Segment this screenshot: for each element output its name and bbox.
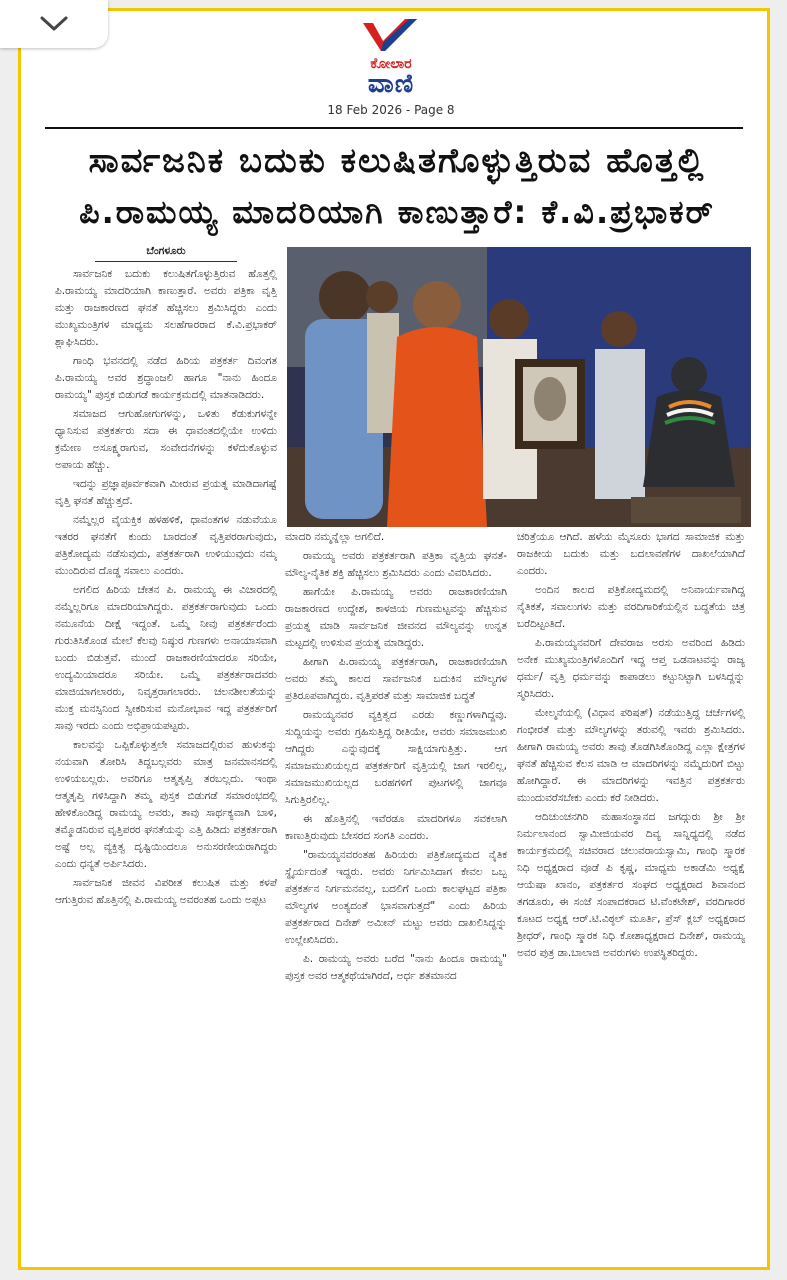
date-page: 18 Feb 2026 - Page 8 — [327, 103, 455, 117]
logo-bottom-text: ವಾಣಿ — [367, 69, 415, 99]
paragraph: ಆದಿಚುಂಚನಗಿರಿ ಮಹಾಸಂಸ್ಥಾನದ ಜಗದ್ಗುರು ಶ್ರೀ ಶ್ರೀ ನಿರ್ಮಲಾನಂದ ಸ್ವಾಮೀಜಿಯವರ ದಿವ್ಯ ಸಾನ್ನಿಧ್ಯದಲ್ಲಿ ನಡೆದ ಕಾರ್ಯಕ್ರಮದಲ್ಲಿ ಸಚಿವರಾದ ಚಲುವರಾಯಸ್ವಾಮಿ, ಗಾಂಧಿ ಸ್ಮಾರಕ ನಿಧಿ ಅಧ್ಯಕ್ಷರಾದ ವೂಡೆ ಪಿ ಕೃಷ್ಣ, ಮಾಧ್ಯಮ ಅಕಾಡೆಮಿ ಅಧ್ಯಕ್ಷೆ ಆಯೆಷಾ ಖಾನಂ, ಪತ್ರಕರ್ತರ ಸಂಘದ ಅಧ್ಯಕ್ಷರಾದ ಶಿವಾನಂದ ತಗಡೂರು, ಈ ಸಂಜೆ ಸಂಪಾದಕರಾದ ಟಿ.ವೆಂಕಟೇಶ್, ವರದಿಗಾರರ ಕೂಟದ ಅಧ್ಯಕ್ಷ ಆರ್.ಟಿ.ವಿಠ್ಠಲ್ ಮೂರ್ತಿ, ಪ್ರೆಸ್ ಕ್ಲಬ್ ಅಧ್ಯಕ್ಷರಾದ ಶ್ರೀಧರ್, ಗಾಂಧಿ ಸ್ಮಾರಕ ನಿಧಿ ಕೋಶಾಧ್ಯಕ್ಷರಾದ ದಿನೇಶ್, ರಾಮಯ್ಯ ಅವರ ಪುತ್ರ ಡಾ.ಬಾಲಾಜಿ ಅವರುಗಳು ಉಪಸ್ಥಿತರಿದ್ದರು. — [517, 811, 745, 959]
photo-illustration — [287, 247, 751, 527]
article-column-1 — [55, 243, 277, 1263]
event-photo — [287, 247, 751, 527]
logo-top-text: ಕೋಲಾರ — [370, 56, 412, 72]
paragraph: ಅಗಲಿದ ಹಿರಿಯ ಚೇತನ ಪಿ. ರಾಮಯ್ಯ ಈ ವಿಚಾರದಲ್ಲಿ ನಮ್ಮೆಲ್ಲರಿಗೂ ಮಾದರಿಯಾಗಿದ್ದರು. ಪತ್ರಕರ್ತರಾಗುವುದು ಒಂದು ನಮೂನೆಯ ದೀಕ್ಷೆ ಇದ್ದಂತೆ. ಒಮ್ಮೆ ನೀವು ಪತ್ರಕರ್ತರೆಂದು ಗುರುತಿಸಿಕೊಂಡ ಮೇಲೆ ಕೆಲವು ನಿಷ್ಠುರ ಗುಣಗಳು ಅನಾಯಾಸವಾಗಿ ಬಂದು ಬಿಡುತ್ತವೆ. ಮುಂದೆ ರಾಜಕಾರಣಿಯಾದರೂ ಸರಿಯೇ, ಉದ್ಯಮಿಯಾದರೂ ಸರಿಯೇ. ಒಮ್ಮೆ ಪತ್ರಕರ್ತರಾದವರು ಮಾಜಿಯಾಗಲಾರರು, ನಿವೃತ್ತರಾಗಲಾರರು. ಚಲನಶೀಲತೆಯನ್ನು ಮುಕ್ತ ಮನಸ್ಸಿನಿಂದ ಸ್ವೀಕರಿಸುವ ಮನೋಭಾವ ಇದ್ದ ಪತ್ರಕರ್ತರಿಗೆ ಸಾವು ಇರದು ಎಂದು ಅಭಿಪ್ರಾಯಪಟ್ಟರು. — [55, 584, 277, 732]
article-column-2 — [285, 529, 507, 1263]
paragraph: ಗಾಂಧಿ ಭವನದಲ್ಲಿ ನಡೆದ ಹಿರಿಯ ಪತ್ರಕರ್ತ ದಿವಂಗತ ಪಿ.ರಾಮಯ್ಯ ಅವರ ಶ್ರದ್ಧಾಂಜಲಿ ಹಾಗೂ "ನಾನು ಹಿಂದೂ ರಾಮಯ್ಯ" ಪುಸ್ತಕ ಬಿಡುಗಡೆ ಕಾರ್ಯಕ್ರಮದಲ್ಲಿ ಮಾತನಾಡಿದರು. — [55, 355, 277, 401]
paragraph: ಚರಿತ್ರೆಯೂ ಆಗಿದೆ. ಹಳೆಯ ಮೈಸೂರು ಭಾಗದ ಸಾಮಾಜಿಕ ಮತ್ತು ರಾಜಕೀಯ ಬದುಕು ಮತ್ತು ಬದಲಾವಣೆಗಳ ದಾಖಲೆಯಾಗಿದೆ ಎಂದರು. — [517, 531, 745, 577]
paragraph: ನಮ್ಮೆಲ್ಲರ ವೈಯಕ್ತಿಕ ಹಳಹಳಿಕೆ, ಧಾವಂತಗಳ ನಡುವೆಯೂ ಇತರರ ಘನತೆಗೆ ಕುಂದು ಬಾರದಂತೆ ವೃತ್ತಿಪರರಾಗುವುದು, ಪತ್ರಿಕೋದ್ಯಮ ನಡೆಸುವುದು, ಪತ್ರಕರ್ತರಾಗಿ ಉಳಿಯುವುದು ನಮ್ಮ ಮುಂದಿರುವ ದೊಡ್ಡ ಸವಾಲು ಎಂದರು. — [55, 514, 277, 577]
paragraph: ಮಾದರಿ ನಮ್ಮನ್ನೆಲ್ಲಾ ಅಗಲಿದೆ. — [285, 531, 385, 543]
checkmark-logo-icon — [359, 17, 423, 53]
newspaper-page — [18, 8, 770, 1270]
place-dateline: ಬೆಂಗಳೂರು — [95, 243, 237, 262]
paragraph: ಪಿ.ರಾಮಯ್ಯನವರಿಗೆ ದೇವರಾಜ ಅರಸು ಅವರಿಂದ ಹಿಡಿದು ಅನೇಕ ಮುಖ್ಯಮಂತ್ರಿಗಳೊಂದಿಗೆ ಇದ್ದ ಆಪ್ತ ಒಡನಾಟವನ್ನು ರಾಜ್ಯ ಧರ್ಮ/ ವೃತ್ತಿ ಧರ್ಮವನ್ನು ಕಾಪಾಡಲು ಕಟ್ಟುನಿಟ್ಟಾಗಿ ಬಳಸಿದ್ದನ್ನು ಸ್ಮರಿಸಿದರು. — [517, 637, 745, 700]
paragraph: ಮೇಲ್ಮನೆಯಲ್ಲಿ (ವಿಧಾನ ಪರಿಷತ್) ನಡೆಯುತ್ತಿದ್ದ ಚರ್ಚೆಗಳಲ್ಲಿ ಗಂಭೀರತೆ ಮತ್ತು ಮೌಲ್ಯಗಳನ್ನು ತರುವಲ್ಲಿ ಇವರು ಶ್ರಮಿಸಿದರು. ಹೀಗಾಗಿ ರಾಮಯ್ಯ ಅವರು ತಾವು ತೊಡಗಿಸಿಕೊಂಡಿದ್ದ ಎಲ್ಲಾ ಕ್ಷೇತ್ರಗಳ ಘನತೆ ಹೆಚ್ಚಿಸುವ ಕೆಲಸ ಮಾಡಿ ಆ ಮಾದರಿಗಳನ್ನು ನಮ್ಮೆದುರಿಗೆ ಬಿಟ್ಟು ಹೋಗಿದ್ದಾರೆ. ಈ ಮಾದರಿಗಳನ್ನು ಇವತ್ತಿನ ಪತ್ರಕರ್ತರು ಮುಂದುವರೆಸಬೇಕು ಎಂದು ಕರೆ ನೀಡಿದರು. — [517, 707, 745, 804]
paragraph: ಹಾಗೆಯೇ ಪಿ.ರಾಮಯ್ಯ ಅವರು ರಾಜಕಾರಣಿಯಾಗಿ ರಾಜಕಾರಣದ ಉದ್ದೇಶ, ಕಾಳಜಿಯ ಗುಣಮಟ್ಟವನ್ನು ಹೆಚ್ಚಿಸುವ ಪ್ರಯತ್ನ ಮಾಡಿ ಸಾರ್ವಜನಿಕ ಜೀವನದ ಮೌಲ್ಯವನ್ನು ಉನ್ನತ ಮಟ್ಟದಲ್ಲಿ ಉಳಿಸುವ ಪ್ರಯತ್ನ ಮಾಡಿದ್ದರು. — [285, 586, 507, 649]
collapse-button[interactable] — [0, 0, 108, 48]
paragraph: ರಾಮಯ್ಯ ಅವರು ಪತ್ರಕರ್ತರಾಗಿ ಪತ್ರಿಕಾ ವೃತ್ತಿಯ ಘನತೆ-ಮೌಲ್ಯ-ನೈತಿಕ ಶಕ್ತಿ ಹೆಚ್ಚಿಸಲು ಶ್ರಮಿಸಿದರು ಎಂದು ವಿವರಿಸಿದರು. — [285, 550, 507, 579]
paragraph: ಅಂದಿನ ಕಾಲದ ಪತ್ರಿಕೋದ್ಯಮದಲ್ಲಿ ಅನಿವಾರ್ಯವಾಗಿದ್ದ ನೈತಿಕತೆ, ಸವಾಲುಗಳು ಮತ್ತು ವರದಿಗಾರಿಕೆಯಲ್ಲಿನ ಬದ್ಧತೆಯ ಚಿತ್ರ ಬರೆದಿಟ್ಟಂತಿದೆ. — [517, 584, 745, 630]
paragraph: ರಾಮಯ್ಯನವರ ವ್ಯಕ್ತಿತ್ವದ ಎರಡು ಕಣ್ಣುಗಳಾಗಿದ್ದವು. ಸುದ್ದಿಯನ್ನು ಅವರು ಗ್ರಹಿಸುತ್ತಿದ್ದ ರೀತಿಯೇ, ಅವರು ಸಮಾಜಮುಖಿ ಆಗಿದ್ದರು ಎನ್ನುವುದಕ್ಕೆ ಸಾಕ್ಷಿಯಾಗುತ್ತಿತ್ತು. ಆಗ ಸಮಾಜಮುಖಿಯಲ್ಲದ ಪತ್ರಕರ್ತರಿಗೆ ವೃತ್ತಿಯಲ್ಲಿ ಜಾಗ ಇರಲಿಲ್ಲ, ಸಮಾಜಮುಖಿಯಲ್ಲದ ಬರಹಗಳಿಗೆ ಪುಟಗಳಲ್ಲಿ ಜಾಗವೂ ಸಿಗುತ್ತಿರಲಿಲ್ಲ. — [285, 709, 507, 806]
paragraph: ಇದನ್ನು ಪ್ರಜ್ಞಾಪೂರ್ವಕವಾಗಿ ಮೀರುವ ಪ್ರಯತ್ನ ಮಾಡಿದಾಗಷ್ಟೆ ವೃತ್ತಿ ಘನತೆ ಹೆಚ್ಚುತ್ತದೆ. — [55, 478, 277, 507]
article-column-3 — [517, 529, 745, 1263]
paragraph: ಈ ಹೊತ್ತಿನಲ್ಲಿ ಇವೆರಡೂ ಮಾದರಿಗಳೂ ಸವಕಲಾಗಿ ಕಾಣುತ್ತಿರುವುದು ಬೇಸರದ ಸಂಗತಿ ಎಂದರು. — [285, 813, 507, 842]
masthead — [21, 15, 767, 125]
paragraph: ಸಮಾಜದ ಆಗುಹೋಗುಗಳನ್ನು, ಒಳಿತು ಕೆಡುಕುಗಳನ್ನೇ ಧ್ಯಾನಿಸುವ ಪತ್ರಕರ್ತರು ಸದಾ ಈ ಧಾವಂತದಲ್ಲಿಯೇ ಉಳಿದು ಕ್ರಮೇಣ ಅಸೂಕ್ಷ್ಮರಾಗುವ, ಸಂವೇದನೆಗಳನ್ನು ಕಳೆದುಕೊಳ್ಳುವ ಅಪಾಯ ಹೆಚ್ಚು. — [55, 408, 277, 471]
paragraph: ಕಾಲವನ್ನು ಒಪ್ಪಿಕೊಳ್ಳುತ್ತಲೇ ಸಮಾಜದಲ್ಲಿರುವ ಹುಳುಕನ್ನು ನಯವಾಗಿ ತೋರಿಸಿ ತಿದ್ದಬಲ್ಲವರು ಮಾತ್ರ ಜನಮಾನಸದಲ್ಲಿ ಉಳಿಯಬಲ್ಲರು. ಅವರಿಗೂ ಆತ್ಮತೃಪ್ತಿ ತರಬಲ್ಲದು. ಇಂಥಾ ಆತ್ಮತೃಪ್ತಿ ಗಳಿಸಿದ್ದಾಗಿ ತಮ್ಮ ಪುಸ್ತಕ ಬಿಡುಗಡೆ ಸಮಾರಂಭದಲ್ಲಿ ಹೇಳಿಕೊಂಡಿದ್ದ ರಾಮಯ್ಯ ಅವರು, ತಾವು ಸಾರ್ಥಕ್ಯವಾಗಿ ಬಾಳಿ, ತಮ್ಮೊಡನಿರುವ ವೃತ್ತಿಪರರ ಘನತೆಯನ್ನು ಎತ್ತಿ ಹಿಡಿದು ಪತ್ರಕರ್ತರಾಗಿ ಅಷ್ಟೆ ಅಲ್ಲ ವ್ಯಕ್ತಿತ್ವ ದೃಷ್ಟಿಯಿಂದಲೂ ಅನುಸರಣೀಯರಾಗಿದ್ದರು ಎಂದು ಧನ್ಯತೆ ಅರ್ಪಿಸಿದರು. — [55, 739, 277, 870]
headline-line-2: ಪಿ.ರಾಮಯ್ಯ ಮಾದರಿಯಾಗಿ ಕಾಣುತ್ತಾರೆ: ಕೆ.ವಿ.ಪ್ರಭಾಕರ್ — [79, 193, 715, 231]
paragraph: ಹೀಗಾಗಿ ಪಿ.ರಾಮಯ್ಯ ಪತ್ರಕರ್ತರಾಗಿ, ರಾಜಕಾರಣಿಯಾಗಿ ಅವರು ತಮ್ಮ ಕಾಲದ ಸಾರ್ವಜನಿಕ ಬದುಕಿನ ಮೌಲ್ಯಗಳ ಪ್ರತಿರೂಪವಾಗಿದ್ದರು. ವೃತ್ತಿಪರತೆ ಮತ್ತು ಸಾಮಾಜಿಕ ಬದ್ಧತೆ — [285, 656, 507, 702]
paragraph: "ರಾಮಯ್ಯನವರಂತಹ ಹಿರಿಯರು ಪತ್ರಿಕೋದ್ಯಮದ ನೈತಿಕ ಸ್ಥೈರ್ಯದಂತೆ ಇದ್ದರು. ಅವರು ನಿರ್ಗಮಿಸಿದಾಗ ಕೇವಲ ಒಬ್ಬ ಪತ್ರಕರ್ತನ ನಿರ್ಗಮನವಲ್ಲ, ಬದಲಿಗೆ ಒಂದು ಕಾಲಘಟ್ಟದ ಪತ್ರಿಕಾ ಮೌಲ್ಯಗಳ ಅಂತ್ಯದಂತೆ ಭಾಸವಾಗುತ್ತದೆ" ಎಂದು ಹಿರಿಯ ಪತ್ರಕರ್ತರಾದ ದಿನೇಶ್ ಅಮೀನ್ ಮಟ್ಟು ಅವರು ದಾಖಲಿಸಿದ್ದನ್ನು ಉಲ್ಲೇಖಿಸಿದರು. — [285, 849, 507, 946]
divider — [45, 127, 743, 129]
headline-line-1: ಸಾರ್ವಜನಿಕ ಬದುಕು ಕಲುಷಿತಗೊಳ್ಳುತ್ತಿರುವ ಹೊತ್ತಲ್ಲಿ — [88, 141, 706, 181]
paragraph: ಪಿ. ರಾಮಯ್ಯ ಅವರು ಬರೆದ "ನಾನು ಹಿಂದೂ ರಾಮಯ್ಯ" ಪುಸ್ತಕ ಅವರ ಆತ್ಮಕಥೆಯಾಗಿರದೆ, ಅರ್ಧ ಶತಮಾನದ — [285, 953, 507, 982]
chevron-down-icon — [39, 15, 69, 33]
paragraph: ಸಾರ್ವಜನಿಕ ಜೀವನ ವಿಪರೀತ ಕಲುಷಿತ ಮತ್ತು ಕಳಪೆ ಆಗುತ್ತಿರುವ ಹೊತ್ತಿನಲ್ಲಿ ಪಿ.ರಾಮಯ್ಯ ಅವರಂತಹ ಒಂದು ಅಪ್ಪಟ — [55, 877, 277, 906]
paragraph: ಸಾರ್ವಜನಿಕ ಬದುಕು ಕಲುಷಿತಗೊಳ್ಳುತ್ತಿರುವ ಹೊತ್ತಲ್ಲಿ ಪಿ.ರಾಮಯ್ಯ ಮಾದರಿಯಾಗಿ ಕಾಣುತ್ತಾರೆ. ಅವರು ಪತ್ರಿಕಾ ವೃತ್ತಿ ಮತ್ತು ರಾಜಕಾರಣದ ಘನತೆ ಹೆಚ್ಚಿಸಲು ಶ್ರಮಿಸಿದ್ದರು ಎಂದು ಮುಖ್ಯಮಂತ್ರಿಗಳ ಮಾಧ್ಯಮ ಸಲಹೆಗಾರರಾದ ಕೆ.ವಿ.ಪ್ರಭಾಕರ್ ಶ್ಲಾಘಿಸಿದರು. — [55, 268, 277, 348]
